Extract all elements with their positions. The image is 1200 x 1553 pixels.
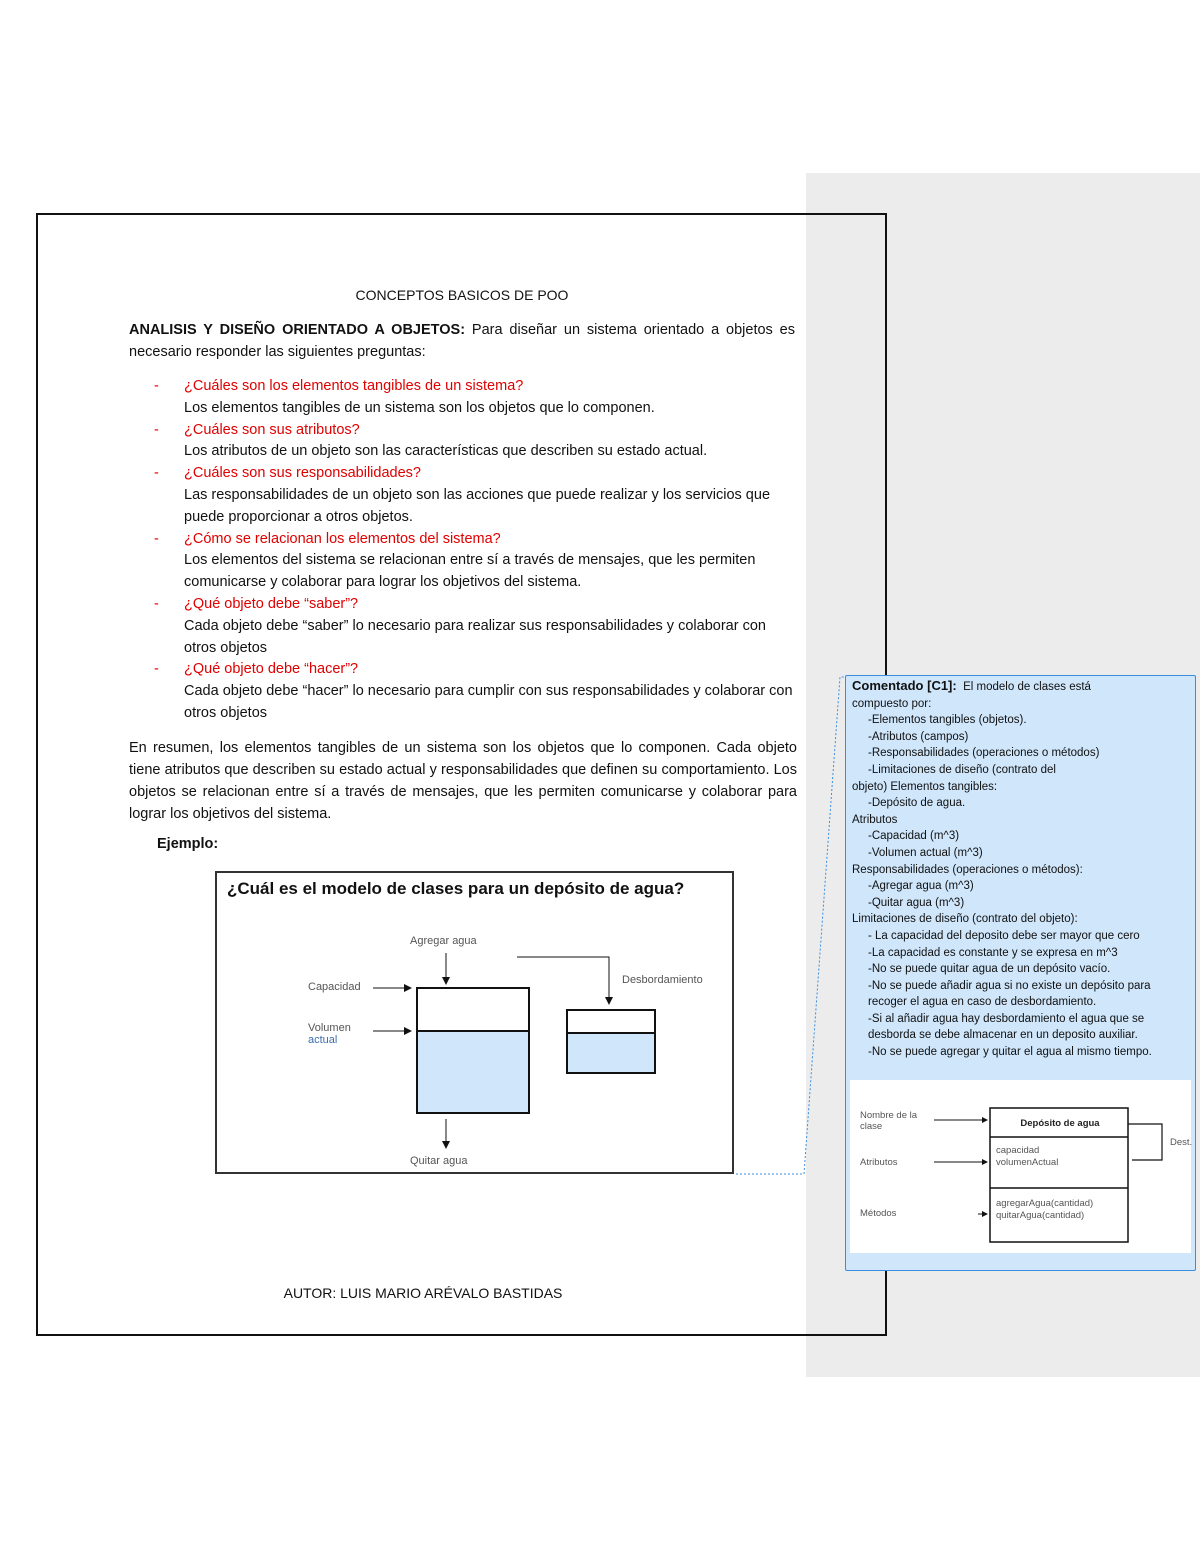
- question-text: ¿Cómo se relacionan los elementos del sistema?: [184, 530, 501, 547]
- figure-title: ¿Cuál es el modelo de clases para un depósito de agua?: [227, 879, 685, 898]
- comment-line-text: El modelo de clases está: [963, 681, 1091, 693]
- list-dash: -: [154, 378, 159, 394]
- comment-line: -Volumen actual (m^3): [868, 846, 983, 859]
- question-text: ¿Qué objeto debe “saber”?: [184, 595, 359, 612]
- author-line: AUTOR: LUIS MARIO ARÉVALO BASTIDAS: [283, 1285, 563, 1301]
- comment-line: -Limitaciones de diseño (contrato del: [868, 763, 1056, 776]
- answer-text: Los elementos tangibles de un sistema son los objetos que lo componen.: [184, 399, 655, 416]
- comment-line: Limitaciones de diseño (contrato del objeto):: [852, 913, 1078, 926]
- label-quitar-agua: Quitar agua: [410, 1155, 468, 1167]
- comment-line: recoger el agua en caso de desbordamiento.: [868, 996, 1097, 1009]
- list-dash: -: [154, 465, 159, 482]
- answer-text: Los atributos de un objeto son las características que describen su estado actual.: [184, 443, 708, 460]
- uml-label-atributos: Atributos: [860, 1157, 898, 1168]
- uml-method-2: quitarAgua(cantidad): [996, 1210, 1085, 1221]
- comment-text: [852, 678, 1192, 1061]
- list-dash: -: [154, 595, 159, 612]
- comment-line: -Responsabilidades (operaciones o métodos): [868, 747, 1100, 760]
- comment-line: -Capacidad (m^3): [868, 830, 960, 843]
- uml-method-1: agregarAgua(cantidad): [996, 1198, 1094, 1209]
- uml-class-box: [990, 1108, 1128, 1242]
- comment-line: compuesto por:: [852, 697, 932, 710]
- uml-attribute-2: volumenActual: [996, 1157, 1059, 1168]
- comment-line: -Depósito de agua.: [868, 797, 966, 810]
- comment-line: Responsabilidades (operaciones o métodos):: [852, 863, 1083, 876]
- label-capacidad: Capacidad: [308, 981, 361, 993]
- question-text: ¿Cuáles son los elementos tangibles de un sistema?: [184, 378, 524, 394]
- comment-header: Comentado [C1]:: [852, 678, 957, 693]
- example-label: Ejemplo:: [157, 836, 219, 852]
- comment-line: -Atributos (campos): [868, 730, 969, 743]
- label-volumen-actual: actual: [308, 1034, 338, 1046]
- uml-drawing: [850, 1080, 1191, 1253]
- comment-line: -Agregar agua (m^3): [868, 880, 974, 893]
- comment-line: objeto) Elementos tangibles:: [852, 780, 998, 793]
- answer-text: Las responsabilidades de un objeto son las acciones que puede realizar y los servicios que puede proporcionar a otros objetos.: [184, 486, 771, 525]
- summary-paragraph: En resumen, los elementos tangibles de un sistema son los objetos que lo componen. Cada objeto tiene atributos que describen su estado actual y responsabilidades que definen su comportamiento. Los objetos se relacionan entre sí a través de mensajes, que les permiten comunicarse y colaborar para lograr los objetivos del sistema.: [129, 740, 797, 822]
- label-agregar-agua: Agregar agua: [410, 935, 477, 947]
- intro-text: Para diseñar un sistema orientado a objetos es necesario responder las siguientes preguntas:: [129, 322, 795, 360]
- comment-line: -Elementos tangibles (objetos).: [868, 714, 1027, 727]
- uml-attribute-1: capacidad: [996, 1145, 1040, 1156]
- comment-line: - La capacidad del deposito debe ser mayor que cero: [868, 929, 1140, 942]
- uml-class-diagram: [850, 1080, 1191, 1253]
- comment-line: -No se puede añadir agua si no existe un depósito para: [868, 979, 1151, 992]
- uml-label-metodos: Métodos: [860, 1208, 897, 1219]
- question-text: ¿Cuáles son sus atributos?: [184, 421, 360, 438]
- comment-line: desborda se debe almacenar en un deposito auxiliar.: [868, 1029, 1138, 1042]
- intro-heading: ANALISIS Y DISEÑO ORIENTADO A OBJETOS:: [129, 322, 466, 338]
- answer-text: Cada objeto debe “hacer” lo necesario para cumplir con sus responsabilidades y colaborar con otros objetos: [184, 683, 793, 721]
- comment-line: -La capacidad es constante y se expresa en m^3: [868, 946, 1118, 959]
- list-dash: -: [154, 530, 159, 547]
- label-desbordamiento: Desbordamiento: [622, 974, 703, 986]
- comment-balloon[interactable]: [845, 675, 1196, 1271]
- comment-line: -Quitar agua (m^3): [868, 896, 965, 909]
- uml-class-name: Depósito de agua: [1020, 1118, 1100, 1129]
- comment-line: -Si al añadir agua hay desbordamiento el agua que se: [868, 1012, 1145, 1025]
- comment-line: -No se puede quitar agua de un depósito vacío.: [868, 963, 1111, 976]
- question-text: ¿Cuáles son sus responsabilidades?: [184, 465, 421, 482]
- uml-label-nombre: Nombre de la clase: [860, 1110, 918, 1132]
- label-volumen: Volumen: [308, 1022, 351, 1034]
- list-dash: -: [154, 421, 159, 438]
- comment-line: -No se puede agregar y quitar el agua al mismo tiempo.: [868, 1046, 1152, 1059]
- uml-label-self: Dest.: [1170, 1137, 1193, 1148]
- question-text: ¿Qué objeto debe “hacer”?: [184, 661, 359, 678]
- answer-text: Los elementos del sistema se relacionan entre sí a través de mensajes, que les permiten comunicarse y colaborar para lograr los objetivos del sistema.: [184, 552, 756, 591]
- list-dash: -: [154, 661, 159, 678]
- answer-text: Cada objeto debe “saber” lo necesario para realizar sus responsabilidades y colaborar con otros objetos: [184, 617, 766, 656]
- comment-line: Atributos: [852, 813, 898, 826]
- comment-line: [852, 678, 1192, 696]
- document-title: CONCEPTOS BASICOS DE POO: [355, 287, 569, 303]
